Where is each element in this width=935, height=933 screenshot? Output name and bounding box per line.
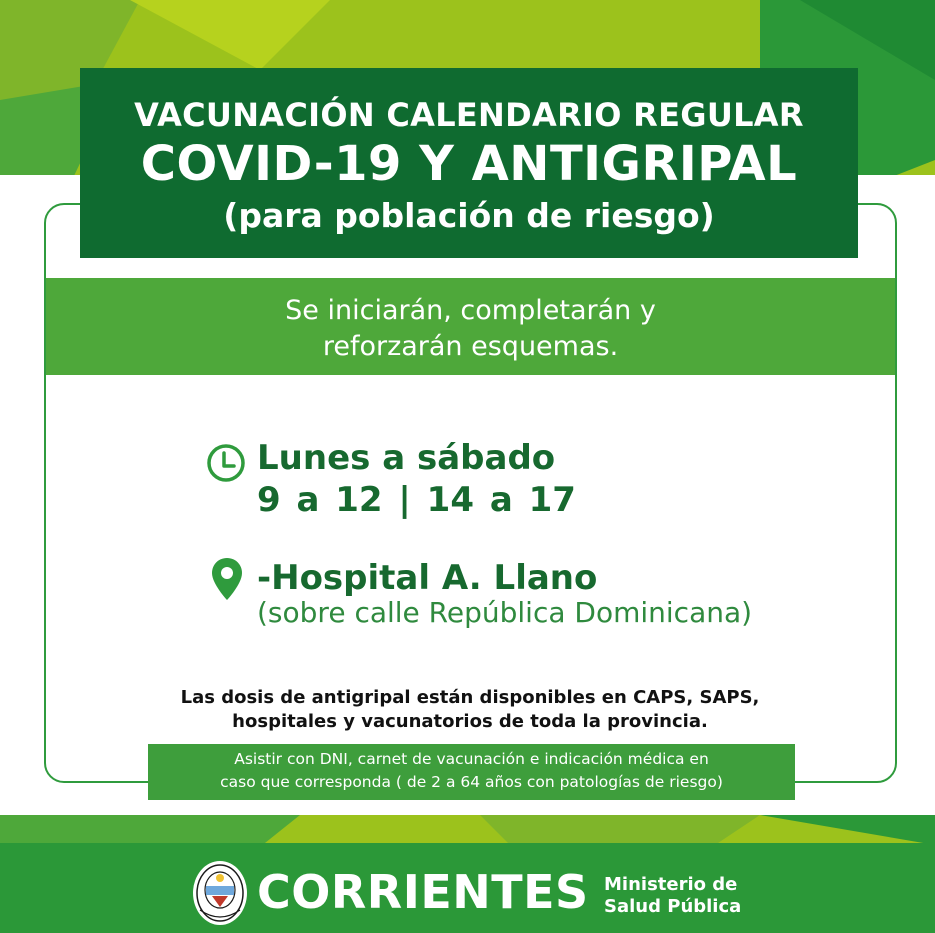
location-street: (sobre calle República Dominicana) bbox=[257, 596, 753, 629]
provincial-seal-icon bbox=[192, 860, 248, 926]
brand-wordmark: CORRIENTES bbox=[257, 865, 589, 919]
schedule-days: Lunes a sábado bbox=[257, 438, 556, 478]
map-pin-icon bbox=[210, 557, 244, 601]
subtitle-band bbox=[46, 278, 895, 375]
title-line-2: COVID-19 Y ANTIGRIPAL bbox=[140, 136, 798, 192]
note-line-1: Las dosis de antigripal están disponibles en CAPS, SAPS, bbox=[180, 687, 760, 708]
title-line-3: (para población de riesgo) bbox=[223, 196, 715, 235]
title-box bbox=[80, 68, 858, 258]
clock-icon bbox=[206, 443, 246, 483]
requirements-line-2: caso que corresponda ( de 2 a 64 años con patologías de riesgo) bbox=[220, 773, 723, 791]
band-line-2: reforzarán esquemas. bbox=[322, 331, 619, 362]
ministry-line-2: Salud Pública bbox=[604, 896, 742, 917]
requirements-line-1: Asistir con DNI, carnet de vacunación e indicación médica en bbox=[234, 750, 709, 768]
location-name: -Hospital A. Llano bbox=[257, 558, 598, 598]
requirements-box bbox=[148, 744, 795, 800]
schedule-hours: 9 a 12 | 14 a 17 bbox=[257, 480, 576, 520]
ministry-line-1: Ministerio de bbox=[604, 874, 738, 895]
note-line-2: hospitales y vacunatorios de toda la provincia. bbox=[232, 711, 708, 732]
title-line-1: VACUNACIÓN CALENDARIO REGULAR bbox=[134, 96, 804, 134]
band-line-1: Se iniciarán, completarán y bbox=[285, 295, 656, 326]
